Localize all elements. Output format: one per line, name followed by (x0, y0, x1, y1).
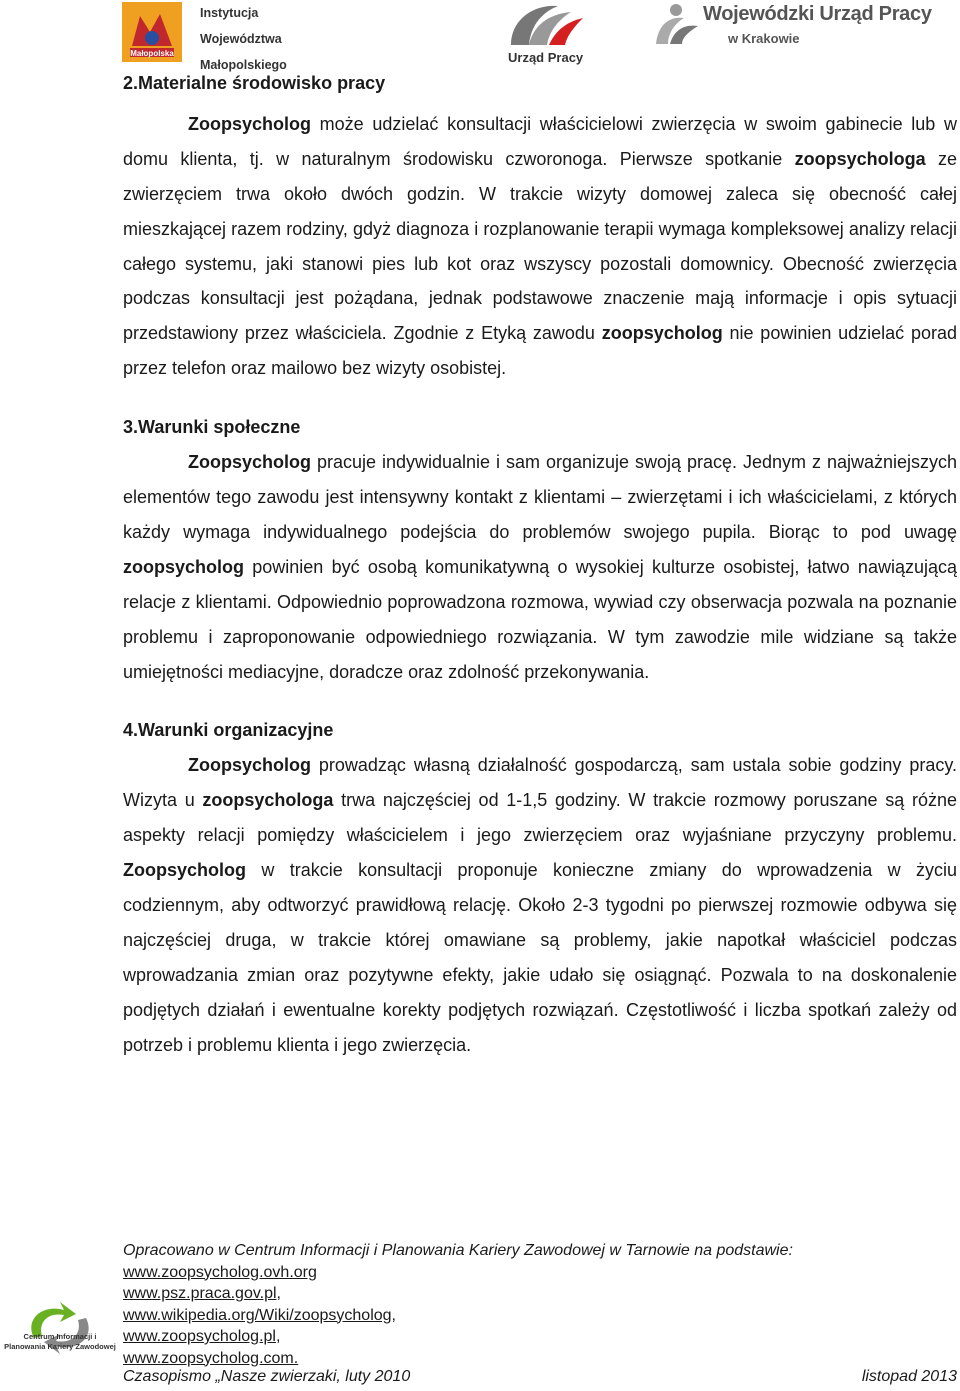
text-run: ze zwierzęciem trwa około dwóch godzin. W trakcie wizyty domowej zaleca się obecność całej mieszkającej razem rodziny, gdyż diagnoza i rozplanowanie terapii wymaga kompleksowej analizy relacji całego systemu, jaki stanowi pies lub kot oraz wszyscy pozostali domownicy. Obecność zwierzęcia podczas konsultacji jest pożądana, jednak podstawowe znaczenie mają informacje i opis sytuacji przedstawiony przez właściciela. Zgodnie z Etyką zawodu (123, 148, 958, 344)
text-run: prowadząc własną działalność gospodarczą, sam ustala sobie godziny pracy. Wizyta u (123, 755, 957, 811)
career-center-logo-text: Centrum Informacji i Planowania Kariery Zawodowej (4, 1332, 116, 1351)
wup-title: Wojewódzki Urząd Pracy (703, 3, 932, 25)
section-heading: 2.Materialne środowisko pracy (123, 73, 386, 93)
text-run: Zoopsycholog (123, 860, 246, 881)
text-run: trwa najczęściej od 1-1,5 godziny. W trakcie rozmowy poruszane są różne aspekty relacji pomiędzy właścicielem i jego zwierzęciem oraz wyjaśniane przyczyny problemu. (123, 790, 957, 846)
source-link[interactable]: www.zoopsycholog.com. (123, 1349, 299, 1367)
text-run: Zoopsycholog (188, 755, 311, 776)
wup-subtitle: w Krakowie (728, 31, 800, 46)
text-run: Zoopsycholog (188, 113, 311, 134)
source-link[interactable]: www.psz.praca.gov.pl, (123, 1285, 281, 1302)
text-run: może udzielać konsultacji właścicielowi zwierzęcia w swoim gabinecie lub w domu klienta, tj. w naturalnym środowisku czworonoga. Pierwsze spotkanie (123, 113, 957, 169)
section-paragraph (123, 107, 957, 386)
institution-line-1: Instytucja (200, 6, 259, 20)
source-link[interactable]: www.zoopsycholog.pl, (123, 1328, 281, 1345)
page-header (0, 0, 960, 70)
institution-line-2: Województwa (200, 32, 282, 46)
text-run: powinien być osobą komunikatywną o wysokiej kulturze osobistej, łatwo nawiązującą relacje z klientami. Odpowiednio poprowadzona rozmowa, wywiad czy obserwacja pozwala na poznanie problemu i zaproponowanie odpowiedniego rozwiązania. W tym zawodzie mile widziane są także umiejętności mediacyjne, doradcze oraz zdolność przekonywania. (123, 556, 957, 682)
text-run: nie powinien udzielać porad przez telefon oraz mailowo bez wizyty osobistej. (123, 323, 958, 379)
text-run: pracuje indywidualnie i sam organizuje swoją pracę. Jednym z najważniejszych elementów tego zawodu jest intensywny kontakt z klientami – zwierzętami i ich właścicielami, z których każdy wymaga indywidualnego podejścia do problemów swojego pupila. Biorąc to pod uwagę (123, 452, 957, 542)
section-paragraph (123, 445, 957, 689)
text-run: zoopsychologa (794, 148, 926, 169)
career-center-logo (4, 1278, 116, 1378)
source-link[interactable]: www.zoopsycholog.ovh.org (123, 1263, 317, 1281)
text-run: zoopsycholog (123, 556, 244, 577)
sources-intro: Opracowano w Centrum Informacji i Planowania Kariery Zawodowej w Tarnowie na podstawie: (123, 1242, 793, 1259)
urzad-pracy-label: Urząd Pracy (508, 50, 584, 65)
section-heading: 3.Warunki społeczne (123, 417, 301, 438)
malopolska-logo (122, 2, 182, 62)
document-body (123, 66, 957, 1062)
institution-line-3: Małopolskiego (200, 58, 287, 72)
section-heading: 4.Warunki organizacyjne (123, 720, 334, 741)
document-date: listopad 2013 (861, 1368, 957, 1385)
text-run: Zoopsycholog (188, 452, 311, 473)
page-footer (0, 1240, 960, 1391)
journal-source: Czasopismo „Nasze zwierzaki, luty 2010 (123, 1368, 411, 1385)
text-run: w trakcie konsultacji proponuje konieczne zmiany do wprowadzenia w życiu codziennym, aby odtworzyć prawidłową relację. Około 2-3 tygodni po pierwszej rozmowie odbywa się najczęściej druga, w trakcie której omawiane są problemy, jakie napotkał właściciel podczas wprowadzania zmian oraz pozytywne efekty, jakie udało się osiągnąć. Pozwala to na doskonalenie podjętych działań i ewentualne korekty podjętych rozwiązań. Częstotliwość i liczba spotkań zależy od potrzeb i problemu klienta i jego zwierzęcia. (123, 860, 957, 1055)
source-link[interactable]: www.wikipedia.org/Wiki/zoopsycholog, (123, 1306, 396, 1324)
text-run: zoopsychologa (202, 790, 334, 811)
wup-logo-icon (648, 0, 703, 50)
sources-block (123, 1240, 957, 1369)
text-run: zoopsycholog (601, 323, 723, 344)
malopolska-logo-label: Małopolska (130, 49, 174, 58)
footer-last-line (123, 1368, 957, 1386)
section-paragraph (123, 748, 957, 1062)
